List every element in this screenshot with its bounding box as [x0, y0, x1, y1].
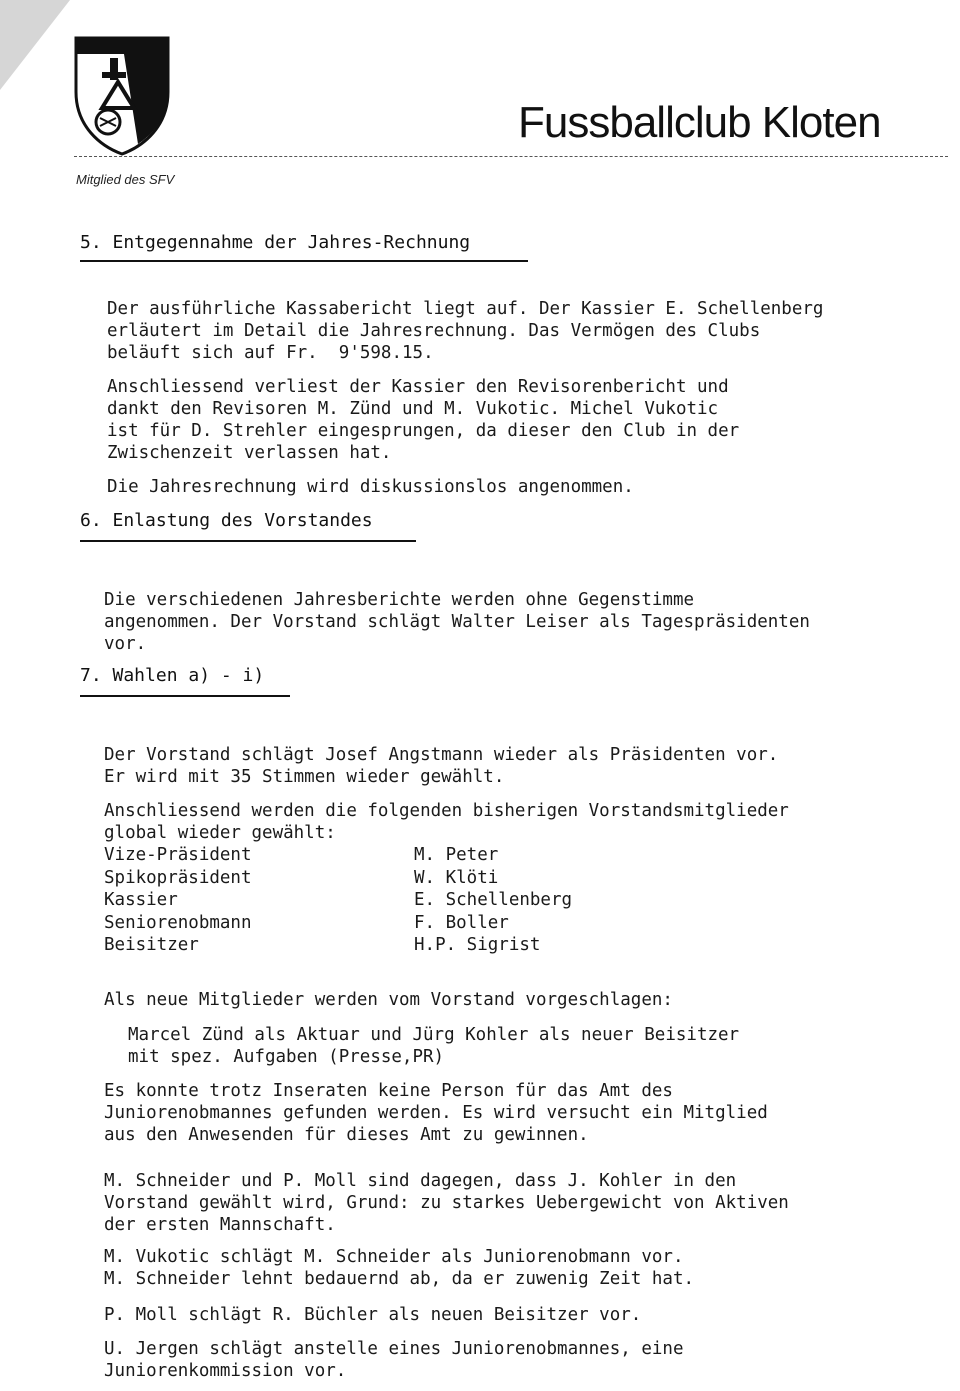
role-label: Seniorenobmann	[104, 912, 252, 933]
member-name: F. Boller	[414, 912, 509, 933]
section-5-paragraph-2: Anschliessend verliest der Kassier den Revisorenbericht und dankt den Revisoren M. Zünd und M. Vukotic. Michel Vukotic ist für D. Strehler eingesprungen, da dieser den Club in der Zwischenzeit verlassen hat.	[107, 377, 740, 463]
board-members-list	[414, 844, 572, 957]
section-6-underline	[80, 540, 416, 542]
section-7-paragraph-9: U. Jergen schlägt anstelle eines Juniorenobmannes, eine Juniorenkommission vor.	[104, 1339, 684, 1381]
member-name: E. Schellenberg	[414, 890, 573, 910]
section-7-paragraph-4: Marcel Zünd als Aktuar und Jürg Kohler als neuer Beisitzer mit spez. Aufgaben (Presse,PR)	[128, 1025, 740, 1067]
header-divider	[74, 156, 948, 157]
section-7-underline	[80, 695, 290, 697]
section-7-paragraph-6: M. Schneider und P. Moll sind dagegen, dass J. Kohler in den Vorstand gewählt wird, Grund: zu starkes Uebergewicht von Aktiven der ersten Mannschaft.	[104, 1171, 789, 1235]
section-7-paragraph-1: Der Vorstand schlägt Josef Angstmann wieder als Präsidenten vor. Er wird mit 35 Stimmen wieder gewählt.	[104, 745, 779, 787]
section-5-underline	[80, 260, 528, 262]
club-name: Fussballclub Kloten	[518, 98, 881, 147]
section-7-title: 7. Wahlen a) - i)	[80, 665, 265, 686]
section-7-paragraph-2: Anschliessend werden die folgenden bisherigen Vorstandsmitglieder global wieder gewählt:	[104, 801, 789, 843]
section-5-title: 5. Entgegennahme der Jahres-Rechnung	[80, 232, 471, 253]
section-6-title: 6. Enlastung des Vorstandes	[80, 510, 373, 531]
role-label: Vize-Präsident	[104, 845, 252, 865]
section-7-paragraph-3: Als neue Mitglieder werden vom Vorstand vorgeschlagen:	[104, 990, 673, 1010]
member-name: W. Klöti	[414, 867, 499, 888]
section-6-paragraph-1: Die verschiedenen Jahresberichte werden ohne Gegenstimme angenommen. Der Vorstand schlägt Walter Leiser als Tagespräsidenten vor.	[104, 590, 810, 654]
board-roles-list	[104, 844, 252, 957]
section-7-paragraph-5: Es konnte trotz Inseraten keine Person für das Amt des Juniorenobmannes gefunden werden. Es wird versucht ein Mitglied aus den Anwesenden für dieses Amt zu gewinnen.	[104, 1081, 768, 1145]
section-5-paragraph-3: Die Jahresrechnung wird diskussionslos angenommen.	[107, 477, 634, 497]
section-7-paragraph-7: M. Vukotic schlägt M. Schneider als Juniorenobmann vor. M. Schneider lehnt bedauernd ab, da er zuwenig Zeit hat.	[104, 1247, 695, 1289]
member-name: H.P. Sigrist	[414, 935, 541, 955]
member-name: M. Peter	[414, 845, 499, 865]
role-label: Kassier	[104, 890, 178, 910]
role-label: Beisitzer	[104, 935, 199, 955]
role-label: Spikopräsident	[104, 867, 252, 888]
club-crest-logo	[72, 34, 172, 158]
section-7-paragraph-8: P. Moll schlägt R. Büchler als neuen Beisitzer vor.	[104, 1305, 642, 1325]
folded-corner	[0, 0, 70, 90]
membership-note: Mitglied des SFV	[76, 172, 175, 187]
section-5-paragraph-1: Der ausführliche Kassabericht liegt auf. Der Kassier E. Schellenberg erläutert im Detail die Jahresrechnung. Das Vermögen des Clubs beläuft sich auf Fr. 9'598.15.	[107, 299, 824, 363]
